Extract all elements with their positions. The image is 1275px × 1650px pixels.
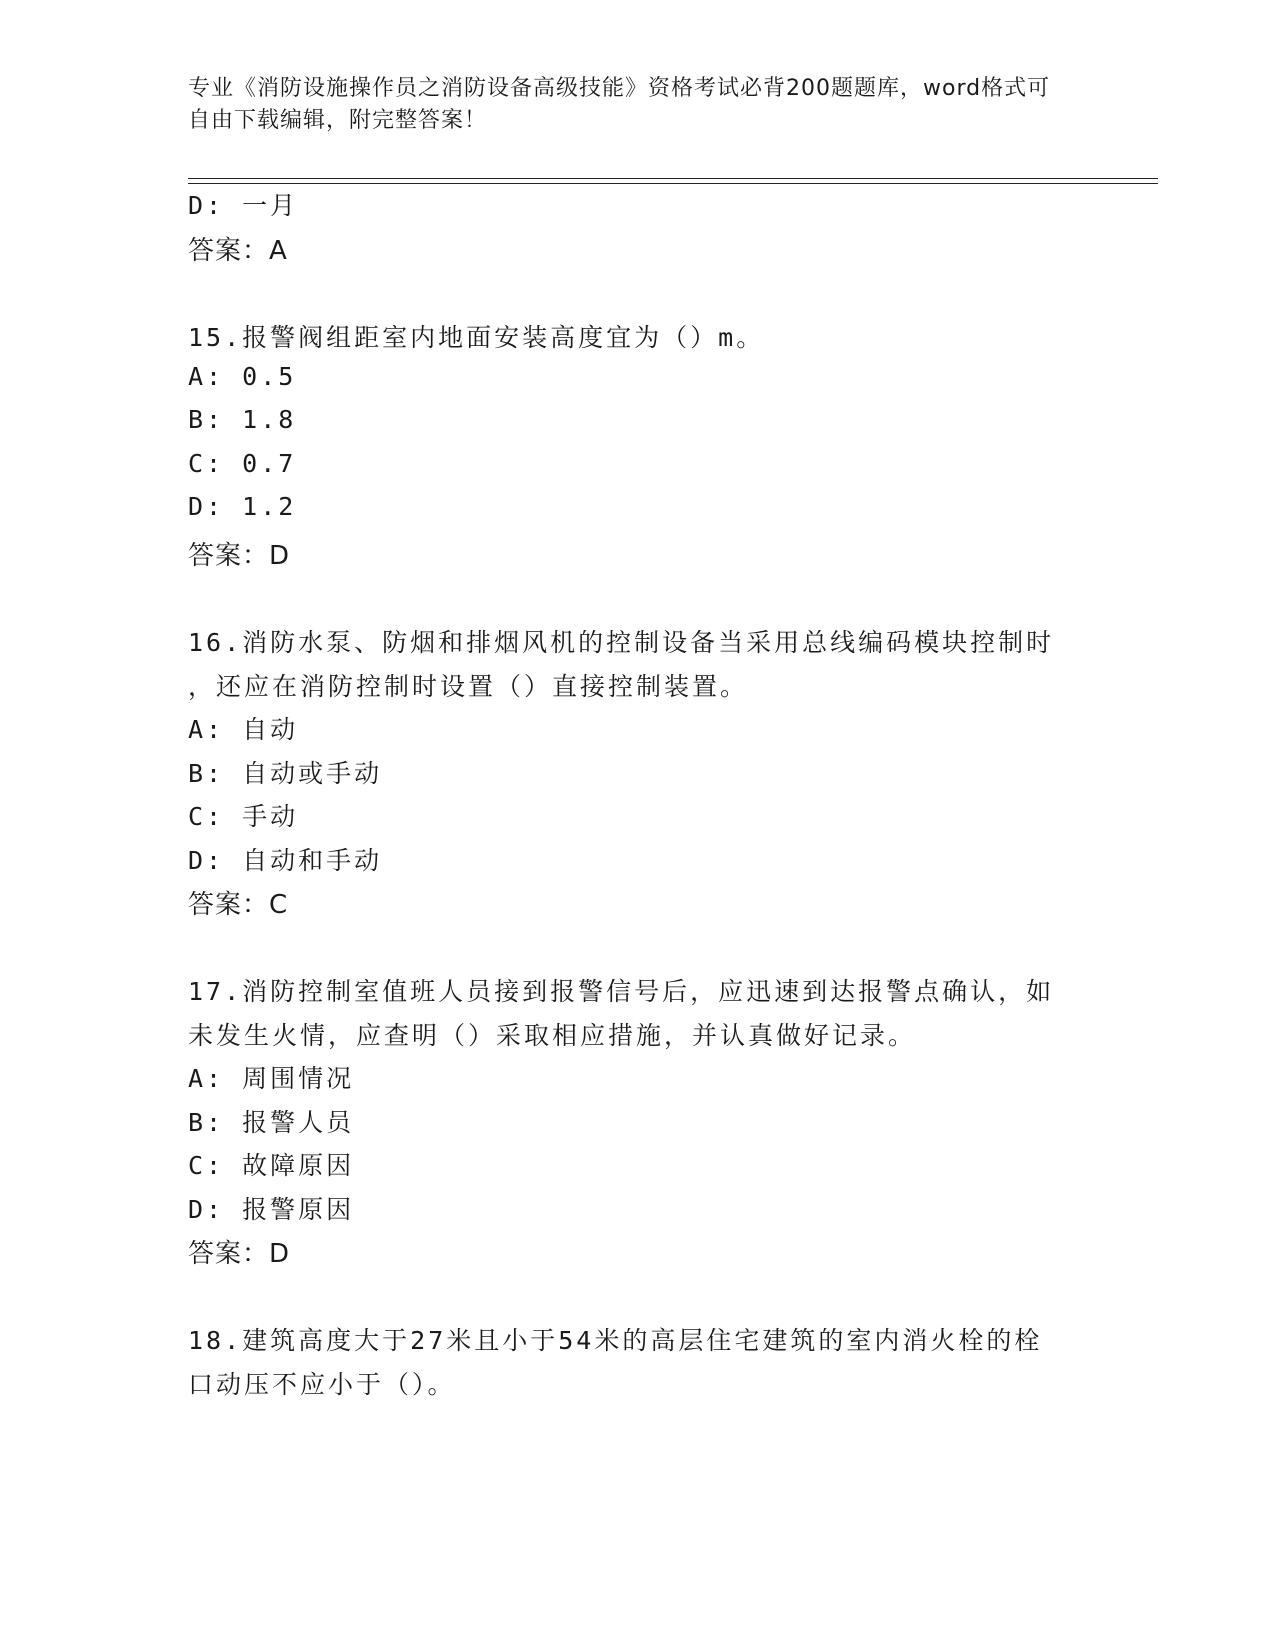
question-16-option-c: C: 手动 xyxy=(188,802,299,831)
question-16-stem-line-2: ，还应在消防控制时设置（）直接控制装置。 xyxy=(188,672,749,701)
question-15-option-b: B: 1.8 xyxy=(188,405,297,434)
question-15-option-c: C: 0.7 xyxy=(188,449,297,478)
question-17-option-d: D: 报警原因 xyxy=(188,1195,355,1224)
prev-answer: 答案：A xyxy=(188,236,288,266)
question-18-stem-line-2: 口动压不应小于（）。 xyxy=(188,1370,456,1399)
question-17-stem-line-2: 未发生火情，应查明（）采取相应措施，并认真做好记录。 xyxy=(188,1021,917,1050)
prev-option-d: D: 一月 xyxy=(188,191,299,220)
question-17-option-a: A: 周围情况 xyxy=(188,1064,355,1093)
question-16-answer: 答案：C xyxy=(188,890,289,920)
question-16-option-d: D: 自动和手动 xyxy=(188,846,383,875)
header-divider-top xyxy=(188,178,1158,179)
header-divider-bottom xyxy=(188,183,1158,184)
document-header: 专业《消防设施操作员之消防设备高级技能》资格考试必背200题题库，word格式可自由下载编辑，附完整答案！ xyxy=(188,76,1051,133)
question-16-option-b: B: 自动或手动 xyxy=(188,759,383,788)
question-17-option-c: C: 故障原因 xyxy=(188,1151,355,1180)
question-18-stem-line-1: 18.建筑高度大于27米且小于54米的高层住宅建筑的室内消火栓的栓 xyxy=(188,1326,1043,1355)
question-16-stem-line-1: 16.消防水泵、防烟和排烟风机的控制设备当采用总线编码模块控制时 xyxy=(188,628,1055,657)
question-15-stem: 15.报警阀组距室内地面安装高度宜为（）m。 xyxy=(188,323,765,352)
question-16-option-a: A: 自动 xyxy=(188,715,299,744)
question-17-option-b: B: 报警人员 xyxy=(188,1108,355,1137)
question-15-option-a: A: 0.5 xyxy=(188,362,297,391)
question-17-stem-line-1: 17.消防控制室值班人员接到报警信号后，应迅速到达报警点确认，如 xyxy=(188,977,1055,1006)
question-15-option-d: D: 1.2 xyxy=(188,492,297,521)
question-15-answer: 答案：D xyxy=(188,541,291,571)
question-17-answer: 答案：D xyxy=(188,1239,291,1269)
